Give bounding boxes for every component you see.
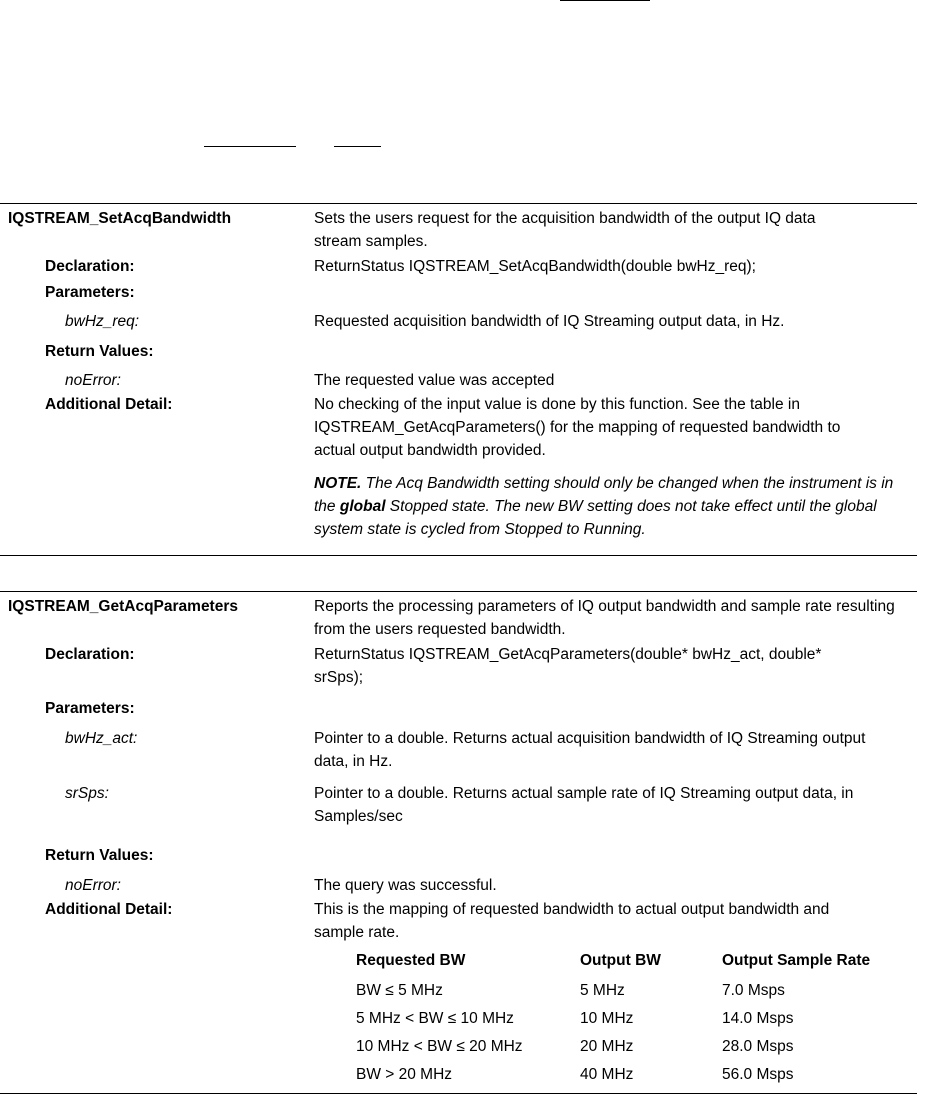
table-cell: 5 MHz < BW ≤ 10 MHz bbox=[356, 1010, 514, 1027]
param-name: bwHz_req: bbox=[65, 313, 140, 330]
param-desc: Pointer to a double. Returns actual acquisition bandwidth of IQ Streaming output data, in Hz. bbox=[314, 730, 866, 770]
table-cell: BW > 20 MHz bbox=[356, 1066, 453, 1083]
declaration-label: Declaration: bbox=[45, 646, 135, 663]
table-cell: BW ≤ 5 MHz bbox=[356, 982, 443, 999]
table-cell: 40 MHz bbox=[580, 1066, 634, 1083]
function-summary: Reports the processing parameters of IQ output bandwidth and sample rate resulting from the users requested bandwidth. bbox=[314, 598, 895, 638]
table-cell: 20 MHz bbox=[580, 1038, 634, 1055]
table-cell: 10 MHz bbox=[580, 1010, 634, 1027]
additional-detail-label: Additional Detail: bbox=[45, 901, 173, 918]
additional-detail-text: This is the mapping of requested bandwidth to actual output bandwidth and sample rate. bbox=[314, 901, 830, 941]
return-values-label: Return Values: bbox=[45, 343, 154, 360]
parameters-label: Parameters: bbox=[45, 700, 135, 717]
table-header: Output Sample Rate bbox=[722, 952, 871, 969]
table-cell: 10 MHz < BW ≤ 20 MHz bbox=[356, 1038, 523, 1055]
declaration-text: ReturnStatus IQSTREAM_SetAcqBandwidth(double bwHz_req); bbox=[314, 258, 756, 275]
additional-detail-text: No checking of the input value is done by this function. See the table in IQSTREAM_GetAcqParameters() for the mapping of requested bandwidth to actual output bandwidth provided. bbox=[314, 396, 841, 459]
table-cell: 28.0 Msps bbox=[722, 1038, 794, 1055]
note-paragraph bbox=[314, 472, 904, 541]
function-summary: Sets the users request for the acquisition bandwidth of the output IQ data stream samples. bbox=[314, 210, 816, 250]
return-desc: The requested value was accepted bbox=[314, 372, 555, 389]
return-name: noError: bbox=[65, 877, 121, 894]
param-desc: Pointer to a double. Returns actual sample rate of IQ Streaming output data, in Samples/sec bbox=[314, 785, 854, 825]
function-name-setacqbandwidth: IQSTREAM_SetAcqBandwidth bbox=[8, 210, 232, 227]
block-1-top-rule bbox=[0, 203, 917, 204]
table-header: Output BW bbox=[580, 952, 661, 969]
param-name: srSps: bbox=[65, 785, 109, 802]
link-underline-fragment-2 bbox=[334, 146, 381, 147]
block-2-top-rule bbox=[0, 591, 917, 592]
parameters-label: Parameters: bbox=[45, 284, 135, 301]
table-header: Requested BW bbox=[356, 952, 466, 969]
note-bold-word: global bbox=[339, 498, 386, 515]
declaration-label: Declaration: bbox=[45, 258, 135, 275]
param-desc: Requested acquisition bandwidth of IQ Streaming output data, in Hz. bbox=[314, 313, 785, 330]
return-values-label: Return Values: bbox=[45, 847, 154, 864]
top-underline-fragment bbox=[560, 0, 650, 1]
table-cell: 5 MHz bbox=[580, 982, 625, 999]
note-text-2: Stopped state. The new BW setting does not take effect until the global system state is cycled from Stopped to Running. bbox=[314, 498, 877, 538]
block-2-bottom-rule bbox=[0, 1093, 917, 1094]
note-prefix: NOTE. bbox=[314, 475, 362, 492]
function-name-getacqparameters: IQSTREAM_GetAcqParameters bbox=[8, 598, 238, 615]
table-cell: 56.0 Msps bbox=[722, 1066, 794, 1083]
link-underline-fragment-1 bbox=[204, 146, 296, 147]
table-cell: 14.0 Msps bbox=[722, 1010, 794, 1027]
block-1-bottom-rule bbox=[0, 555, 917, 556]
additional-detail-label: Additional Detail: bbox=[45, 396, 173, 413]
return-desc: The query was successful. bbox=[314, 877, 497, 894]
param-name: bwHz_act: bbox=[65, 730, 138, 747]
table-cell: 7.0 Msps bbox=[722, 982, 785, 999]
note-text-1: The Acq Bandwidth setting should only be changed when the instrument is in the bbox=[314, 475, 894, 515]
declaration-text: ReturnStatus IQSTREAM_GetAcqParameters(double* bwHz_act, double* srSps); bbox=[314, 646, 822, 686]
return-name: noError: bbox=[65, 372, 121, 389]
